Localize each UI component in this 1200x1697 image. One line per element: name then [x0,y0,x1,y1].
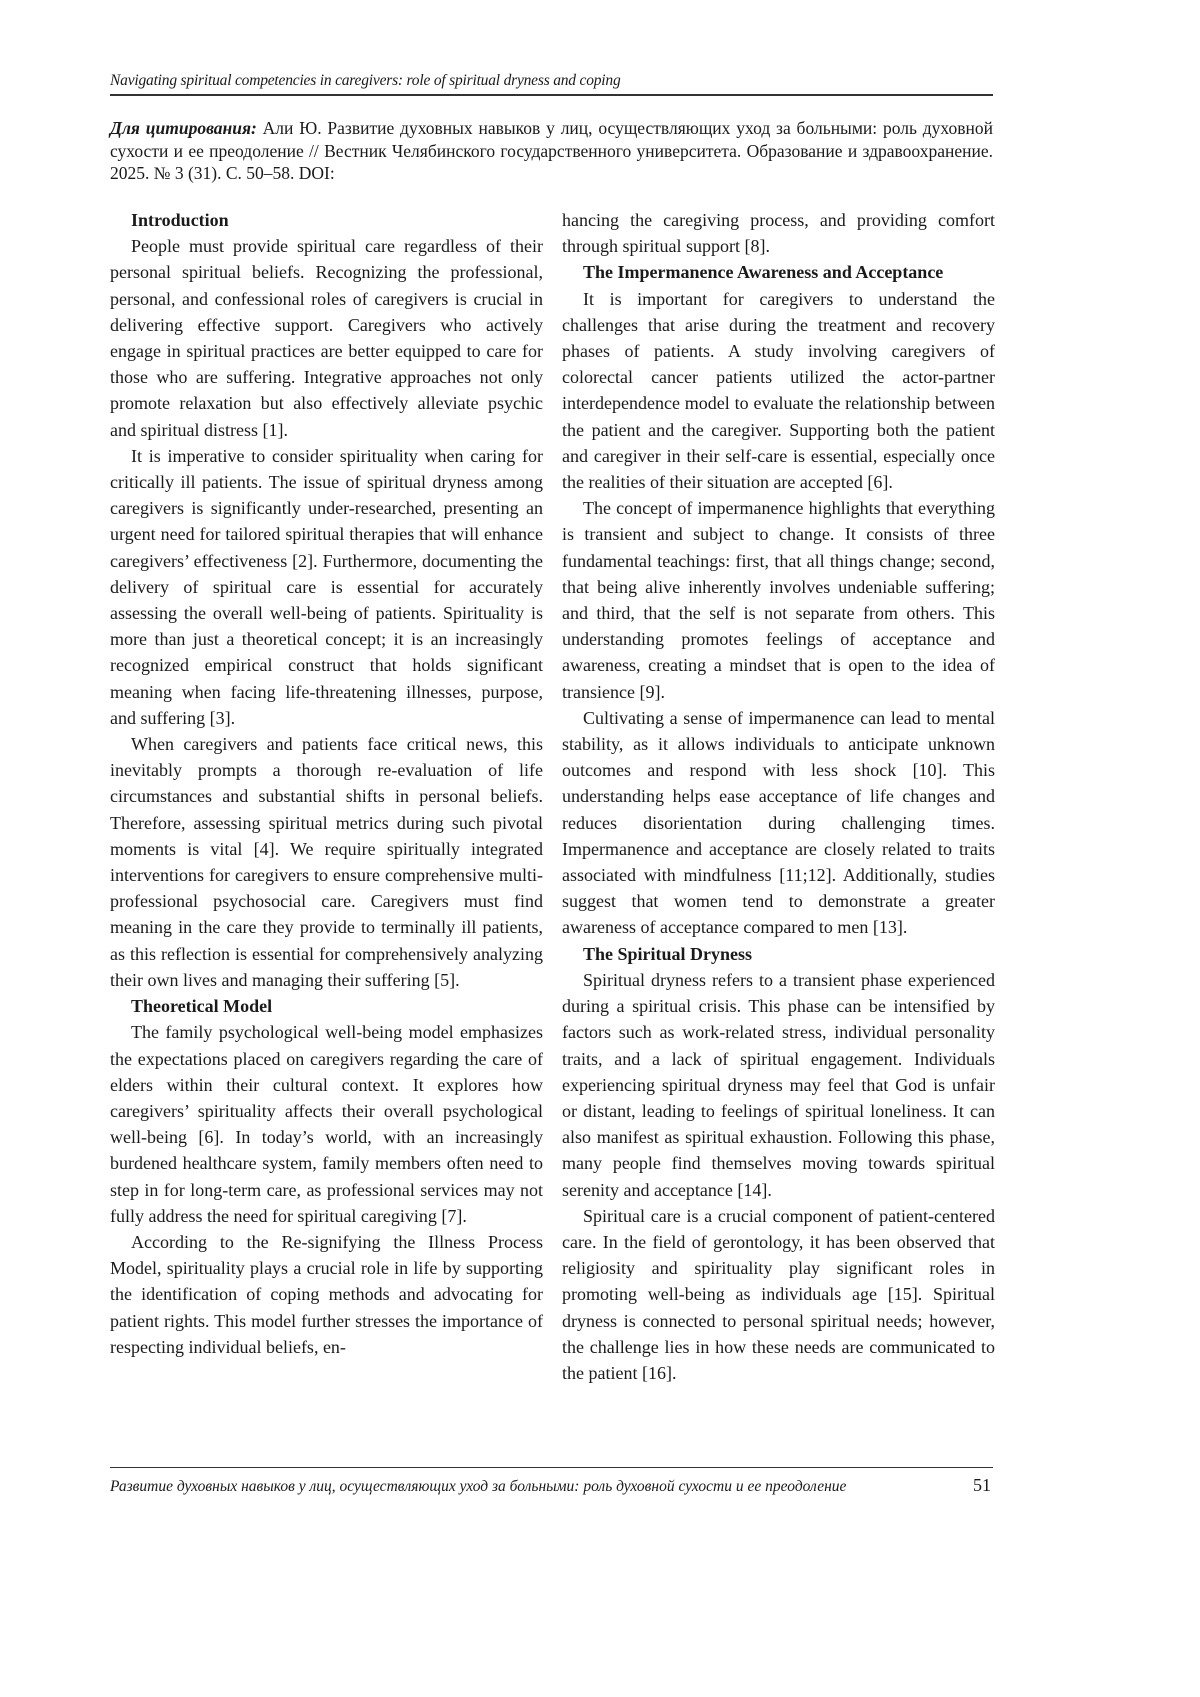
section-heading: The Impermanence Awareness and Acceptance [583,262,944,283]
paragraph: It is imperative to consider spirituality when caring for critically ill patients. The issue of spiritual dryness among caregivers is significantly under-researched, presenting an urgent need for tailored spiritual therapies that will enhance caregivers’ effectiveness [2]. Furthermore, documenting the delivery of spiritual care is essential for accurately assessing the overall well-being of patients. Spirituality is more than just a theoretical concept; it is an increasingly recognized empirical construct that holds significant meaning when facing life-threatening illnesses, purpose, and suffering [3]. [110,445,543,728]
page-number: 51 [973,1475,991,1495]
paragraph: The concept of impermanence highlights that everything is transient and subject to change. It consists of three fundamental teachings: first, that all things change; second, that being alive inherently involves undeniable suffering; and third, that the self is not separate from others. This understanding promotes feelings of acceptance and awareness, creating a mindset that is open to the idea of transience [9]. [562,498,995,702]
paragraph: When caregivers and patients face critical news, this inevitably prompts a thorough re-evaluation of life circumstances and substantial shifts in personal beliefs. Therefore, assessing spiritual metrics during such pivotal moments is vital [4]. We require spiritually integrated interventions for caregivers to ensure comprehensive multi-professional psychosocial care. Caregivers must find meaning in the care they provide to terminally ill patients, as this reflection is essential for comprehensively analyzing their own lives and managing their suffering [5]. [110,734,543,990]
header-rule [110,94,993,96]
paragraph: Spiritual care is a crucial component of patient-centered care. In the field of gerontology, it has been observed that religiosity and spirituality play significant roles in promoting well-being as individuals age [15]. Spiritual dryness is connected to personal spiritual needs; however, the challenge lies in how these needs are communicated to the patient [16]. [562,1205,995,1383]
citation-block [110,117,993,185]
footer-title: Развитие духовных навыков у лиц, осуществляющих уход за больными: роль духовной сухости и ее преодоление [110,1478,847,1495]
citation-text: Али Ю. Развитие духовных навыков у лиц, осуществляющих уход за больными: роль духовной сухости и ее преодоление // Вестник Челябинского государственного университета. Образование и здравоохранение. 2025. № 3 (31). С. 50–58. DOI: [110,118,993,183]
footer-rule [110,1467,993,1468]
left-column [110,207,543,1360]
running-title: Navigating spiritual competencies in caregivers: role of spiritual dryness and coping [110,72,621,89]
paragraph: Spiritual dryness refers to a transient phase experienced during a spiritual crisis. This phase can be intensified by factors such as work-related stress, individual personality traits, and a lack of spiritual engagement. Individuals experiencing spiritual dryness may feel that God is unfair or distant, leading to feelings of spiritual loneliness. It can also manifest as spiritual exhaustion. Following this phase, many people find themselves moving towards spiritual serenity and acceptance [14]. [562,969,995,1200]
section-heading: Theoretical Model [131,996,273,1017]
paragraph: Cultivating a sense of impermanence can lead to mental stability, as it allows individuals to anticipate unknown outcomes and respond with less shock [10]. This understanding helps ease acceptance of life changes and reduces disorientation during challenging times. Impermanence and acceptance are closely related to traits associated with mindfulness [11;12]. Additionally, studies suggest that women tend to demonstrate a greater awareness of acceptance compared to men [13]. [562,707,995,938]
paragraph: It is important for caregivers to understand the challenges that arise during the treatment and recovery phases of patients. A study involving caregivers of colorectal cancer patients utilized the actor-partner interdependence model to evaluate the relationship between the patient and the caregiver. Supporting both the patient and caregiver in their self-care is essential, especially once the realities of their situation are accepted [6]. [562,288,995,493]
paragraph: The family psychological well-being model emphasizes the expectations placed on caregivers regarding the care of elders within their cultural context. It explores how caregivers’ spirituality affects their overall psychological well-being [6]. In today’s world, with an increasingly burdened healthcare system, family members often need to step in for long-term care, as professional services may not fully address the need for spiritual caregiving [7]. [110,1022,543,1226]
paragraph: People must provide spiritual care regardless of their personal spiritual beliefs. Recognizing the professional, personal, and confessional roles of caregivers is crucial in delivering effective support. Caregivers who actively engage in spiritual practices are better equipped to care for those who are suffering. Integrative approaches not only promote relaxation but also effectively alleviate psychic and spiritual distress [1]. [110,236,543,440]
citation-label: Для цитирования: [110,118,257,138]
paragraph: According to the Re-signifying the Illness Process Model, spirituality plays a crucial role in life by supporting the identification of coping methods and advocating for patient rights. This model further stresses the importance of respecting individual beliefs, en- [110,1231,543,1357]
paragraph: hancing the caregiving process, and providing comfort through spiritual support [8]. [562,210,995,257]
right-column [562,207,995,1386]
section-heading: The Spiritual Dryness [583,943,753,964]
section-heading: Introduction [131,210,229,230]
